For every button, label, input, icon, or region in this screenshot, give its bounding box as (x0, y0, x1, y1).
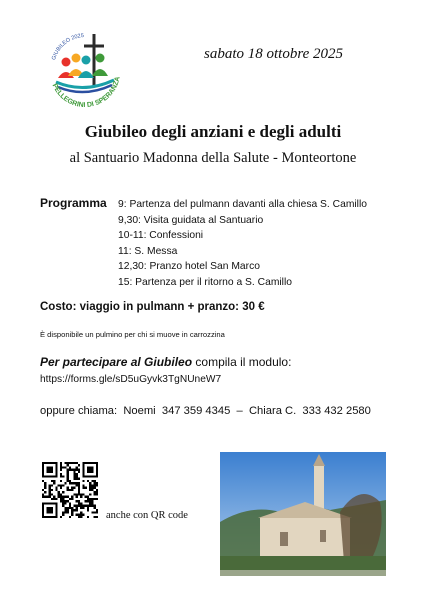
sanctuary-photo (220, 452, 386, 576)
qr-caption: anche con QR code (106, 510, 188, 521)
participate-line (40, 355, 291, 369)
programma-list (118, 197, 367, 291)
programma-item: 9: Partenza del pulmann davanti alla chiesa S. Camillo (118, 199, 367, 210)
programma-label: Programma (40, 196, 107, 210)
cost-line: Costo: viaggio in pulmann + pranzo: 30 € (40, 301, 265, 313)
contacts-line: oppure chiama: Noemi 347 359 4345 – Chiara C. 333 432 2580 (40, 405, 371, 417)
programma-item: 15: Partenza per il ritorno a S. Camillo (118, 276, 292, 288)
logo-motto: PELLEGRINI DI SPERANZA (50, 75, 122, 110)
programma-item: 10-11: Confessioni (118, 230, 204, 242)
event-date: sabato 18 ottobre 2025 (204, 46, 344, 62)
participate-emphasis: Per partecipare al Giubileo (40, 355, 193, 369)
jubilee-logo (44, 28, 126, 110)
participate-rest: compila il modulo: (192, 355, 292, 369)
wheelchair-note: È disponibile un pulmino per chi si muove in carrozzina (40, 330, 225, 339)
programma-item: 12,30: Pranzo hotel San Marco (118, 261, 260, 273)
logo-year-text: GIUBILEO 2025 (51, 32, 85, 61)
programma-item: 9,30: Visita guidata al Santuario (118, 214, 264, 226)
programma-item: 11: S. Messa (118, 245, 178, 257)
page-subtitle: al Santuario Madonna della Salute - Monteortone (69, 150, 357, 166)
qr-code[interactable] (42, 462, 98, 518)
page-title: Giubileo degli anziani e degli adulti (84, 122, 342, 141)
form-link[interactable]: https://forms.gle/sD5uGyvk3TgNUneW7 (40, 374, 222, 385)
